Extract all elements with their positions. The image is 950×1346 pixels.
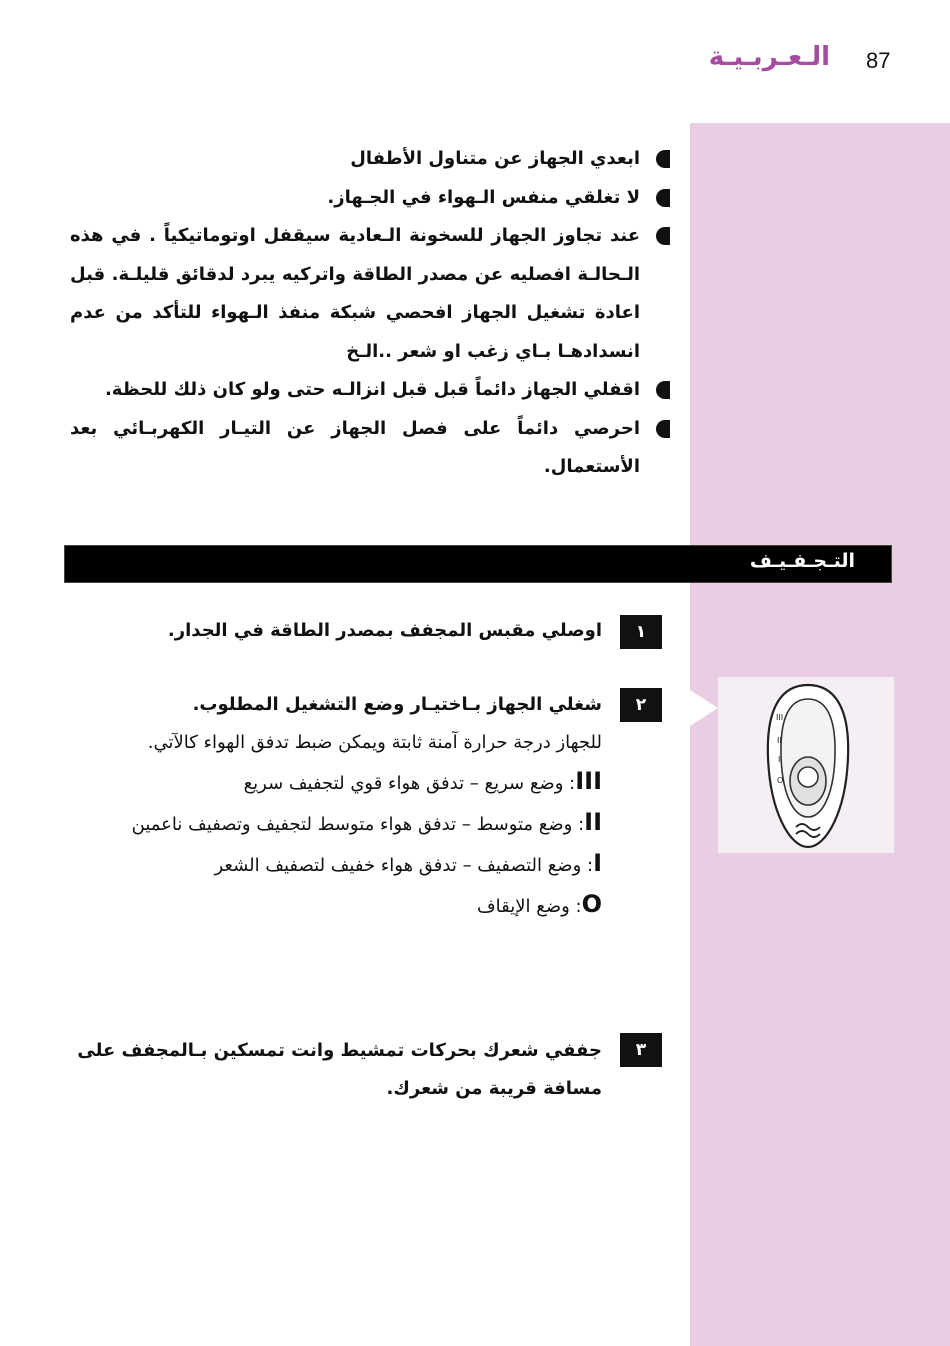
warning-item <box>70 179 670 218</box>
step-1-instruction: اوصلي مقبس المجفف بمصدر الطاقة في الجدار. <box>167 620 602 641</box>
step-number-2: ٢ <box>620 688 662 722</box>
mode-fast <box>90 762 602 803</box>
figure-pointer <box>690 690 718 726</box>
bullet-icon <box>656 420 670 438</box>
mode-style <box>90 844 602 885</box>
mode-symbol: I <box>593 849 602 877</box>
mode-text: : وضع سريع – تدفق هواء قوي لتجفيف سريع <box>243 773 576 794</box>
language-title: الـعـربـيـة <box>708 42 830 72</box>
mode-text: : وضع الإيقاف <box>477 896 582 917</box>
warning-item <box>70 140 670 179</box>
mode-symbol: II <box>584 808 602 836</box>
section-title: التـجـفـيـف <box>749 550 855 572</box>
warning-item <box>70 371 670 410</box>
switch-mark: I <box>778 755 781 764</box>
step-3-instruction: جففي شعرك بحركات تمشيط وانت تمسكين بـالمجفف على مسافة قريبة من شعرك. <box>77 1040 602 1099</box>
warning-item <box>70 217 670 371</box>
warning-text: احرصي دائماً على فصل الجهاز عن التيـار الكهربـائي بعد الأستعمال. <box>70 417 640 477</box>
mode-symbol: III <box>575 767 602 795</box>
step-2-details: للجهاز درجة حرارة آمنة ثابتة ويمكن ضبط تدفق الهواء كالآتي. <box>147 732 602 753</box>
warning-text: ابعدي الجهاز عن متناول الأطفال <box>350 148 640 169</box>
figure-panel <box>718 677 894 853</box>
bullet-icon <box>656 227 670 245</box>
bullet-icon <box>656 381 670 399</box>
warning-list <box>70 140 670 487</box>
warning-text: لا تغلقي منفس الـهواء في الجـهاز. <box>327 186 640 208</box>
section-header <box>64 545 892 583</box>
step-2-text <box>90 686 602 926</box>
dryer-switch-icon <box>718 677 894 853</box>
mode-off <box>90 885 602 926</box>
switch-mark: O <box>777 776 784 785</box>
mode-symbol: O <box>581 890 602 918</box>
step-3-text <box>70 1032 602 1108</box>
bullet-icon <box>656 189 670 207</box>
step-1-text <box>120 612 602 650</box>
warning-text: عند تجاوز الجهاز للسخونة الـعادية سيقفل اوتوماتيكياً . في هذه الـحالـة افصليه عن مصدر الطاقة واتركيه يبرد لدقائق قليلـة. قبل اعادة تشغيل الجهاز افحصي شبكة منفذ الـهواء للتأكد من عدم انسدادهـا بـاي زغب او شعر ..الـخ <box>70 225 640 362</box>
step-number-3: ٣ <box>620 1033 662 1067</box>
bullet-icon <box>656 150 670 168</box>
warning-text: اقفلي الجهاز دائماً قبل قبل انزالـه حتى ولو كان ذلك للحظة. <box>104 379 640 400</box>
mode-text: : وضع متوسط – تدفق هواء متوسط لتجفيف وتصفيف ناعمين <box>131 814 585 835</box>
switch-mark: III <box>776 713 784 722</box>
mode-medium <box>90 803 602 844</box>
page-number: 87 <box>866 48 891 73</box>
mode-text: : وضع التصفيف – تدفق هواء خفيف لتصفيف الشعر <box>214 855 594 876</box>
step-number-1: ١ <box>620 615 662 649</box>
step-2-instruction: شغلي الجهاز بـاختيـار وضع التشغيل المطلوب. <box>192 694 602 715</box>
warning-item <box>70 410 670 487</box>
switch-mark: II <box>777 736 782 745</box>
